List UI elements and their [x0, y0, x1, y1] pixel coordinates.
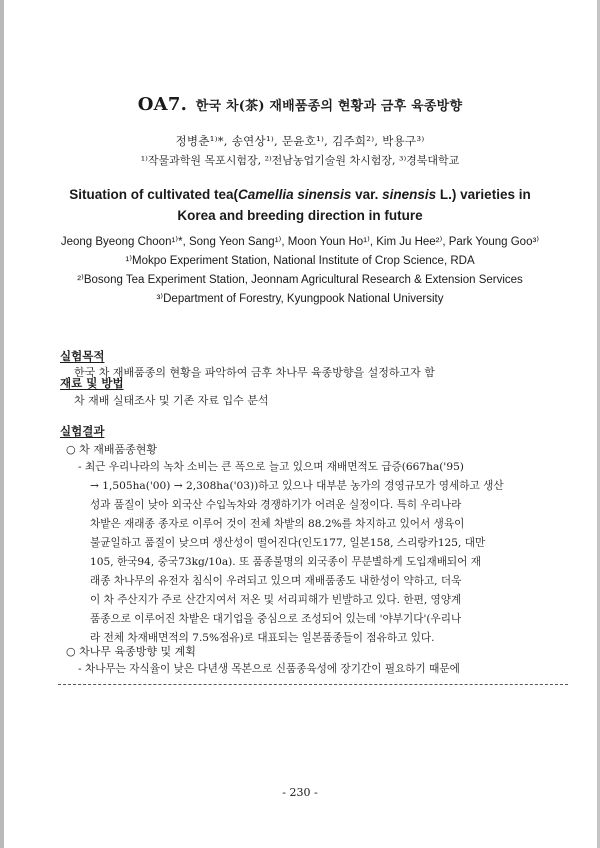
- materials-text: 차 재배 실태조사 및 기존 자료 입수 분석: [74, 394, 269, 407]
- purpose-heading: 실험목적: [60, 349, 105, 363]
- english-authors: Jeong Byeong Choon¹⁾*, Song Yeon Sang¹⁾, Moon Youn Ho¹⁾, Kim Ju Hee²⁾, Park Young Goo³⁾: [60, 236, 540, 248]
- english-title: [40, 184, 560, 226]
- bullet-breeding-plan: [66, 643, 196, 659]
- scan-edge-left: [0, 0, 4, 848]
- materials-heading: 재료 및 방법: [60, 376, 124, 390]
- paragraph-line: 래종 차나무의 유전자 침식이 우려되고 있으며 재배품종도 내한성이 약하고, 더욱: [90, 575, 462, 587]
- paragraph-line: 차밭은 재래종 종자로 이루어 것이 전체 차밭의 88.2%를 차지하고 있어서 생육이: [90, 518, 465, 530]
- korean-authors: 정병춘¹⁾*, 송연상¹⁾, 문윤호¹⁾, 김주희²⁾, 박용구³⁾: [175, 134, 425, 148]
- paragraph-line: 성과 품질이 낮아 외국산 수입녹차와 경쟁하기가 어려운 실정이다. 특히 우리나라: [90, 499, 462, 511]
- results-heading: 실험결과: [60, 424, 105, 438]
- paragraph-line: 라 전체 차재배면적의 7.5%점유)로 대표되는 일본품종들이 점유하고 있다.: [90, 632, 435, 644]
- dashed-divider: [58, 684, 568, 685]
- results-paragraph-2: [78, 660, 556, 679]
- species-name: Camellia sinensis: [238, 187, 352, 202]
- paragraph-line: 105, 한국94, 중국73kg/10a). 또 품종불명의 외국종이 무분별하게 도입재배되어 재: [90, 556, 481, 568]
- results-paragraph-1: [78, 458, 556, 648]
- bullet-cultivar-status: [66, 441, 157, 457]
- paragraph-line: - 최근 우리나라의 녹차 소비는 큰 폭으로 늘고 있으며 재배면적도 급증(667ha('95): [78, 461, 464, 473]
- abstract-code: OA7.: [137, 94, 188, 115]
- korean-title: [0, 94, 600, 115]
- bullet-circle-icon: ○: [66, 645, 76, 658]
- purpose-text: 한국 차 재배품종의 현황을 파악하여 금후 차나무 육종방향을 설정하고자 함: [74, 366, 435, 379]
- variety-name: sinensis: [382, 187, 437, 202]
- paragraph-line: 품종으로 이루어진 차밭은 대기업을 중심으로 조성되어 있는데 '야부기다'(우리나: [90, 613, 462, 625]
- paragraph-line: → 1,505ha('00) → 2,308ha('03))하고 있으나 대부분 농가의 경영규모가 영세하고 생산: [90, 480, 504, 492]
- korean-affiliations: ¹⁾작물과학원 목포시험장, ²⁾전남농업기술원 차시험장, ³⁾경북대학교: [140, 154, 460, 167]
- paragraph-line: 불균일하고 품질이 낮으며 생산성이 떨어진다(인도177, 일본158, 스리랑카125, 대만: [90, 537, 486, 549]
- bullet-title: 차 재배품종현황: [79, 443, 157, 456]
- english-affiliation-2: ²⁾Bosong Tea Experiment Station, Jeonnam Agricultural Research & Extension Services: [77, 274, 523, 286]
- bullet-circle-icon: ○: [66, 443, 76, 456]
- korean-title-text: 한국 차(茶) 재배품종의 현황과 금후 육종방향: [195, 99, 463, 114]
- bullet-title: 차나무 육종방향 및 계획: [79, 645, 196, 658]
- english-title-line-2: Korea and breeding direction in future: [177, 208, 423, 223]
- paragraph-line: 이 차 주산지가 주로 산간지여서 저온 및 서리피해가 빈발하고 있다. 한편, 영양계: [90, 594, 462, 606]
- english-affiliation-3: ³⁾Department of Forestry, Kyungpook National University: [156, 293, 444, 305]
- paragraph-line: - 차나무는 자식율이 낮은 다년생 목본으로 신품종육성에 장기간이 필요하기 때문에: [78, 663, 460, 675]
- page-number: - 230 -: [282, 786, 318, 799]
- english-title-line-1: Situation of cultivated tea(Camellia sinensis var. sinensis L.) varieties in: [69, 187, 531, 202]
- english-affiliation-1: ¹⁾Mokpo Experiment Station, National Institute of Crop Science, RDA: [125, 255, 475, 267]
